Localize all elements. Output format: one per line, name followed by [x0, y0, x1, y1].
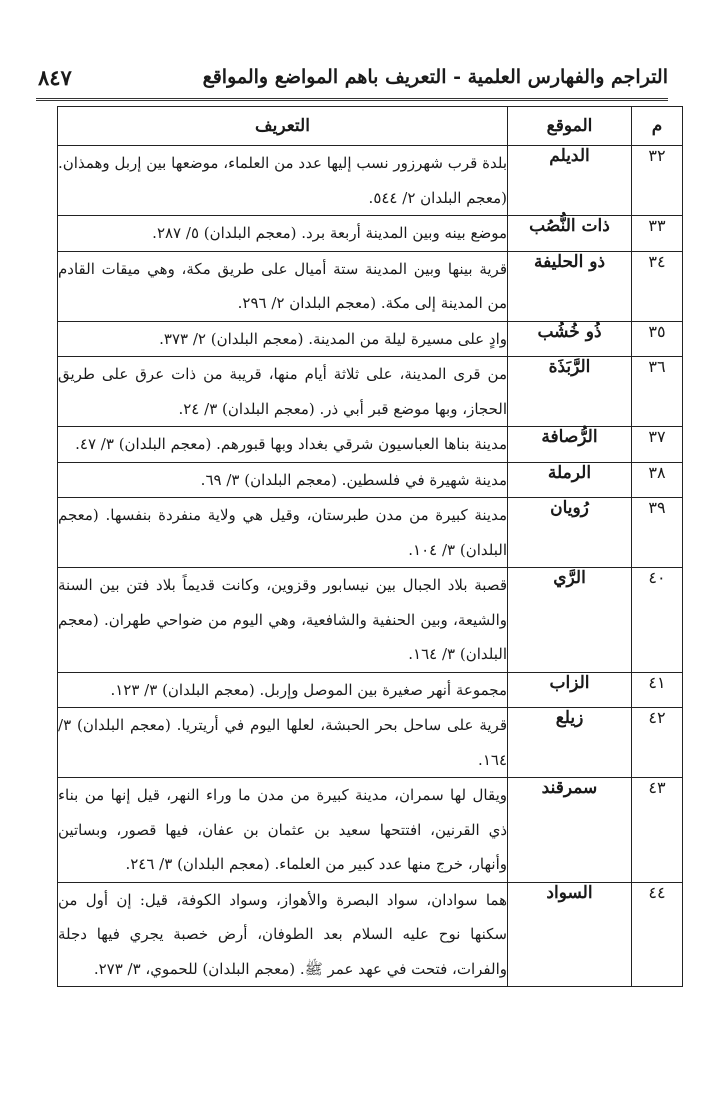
row-number: ٤٣: [632, 778, 683, 883]
place-definition: قرية على ساحل بحر الحبشة، لعلها اليوم في أريتريا. (معجم البلدان) ٣/ ١٦٤.: [58, 708, 508, 778]
row-number: ٣٨: [632, 462, 683, 498]
row-number: ٣٥: [632, 321, 683, 357]
table-header-row: [58, 107, 683, 146]
place-definition: مدينة شهيرة في فلسطين. (معجم البلدان) ٣/ ٦٩.: [58, 462, 508, 498]
place-definition: مجموعة أنهر صغيرة بين الموصل وإربل. (معجم البلدان) ٣/ ١٢٣.: [58, 672, 508, 708]
table-row: [58, 498, 683, 568]
place-definition: مدينة بناها العباسيون شرقي بغداد وبها قبورهم. (معجم البلدان) ٣/ ٤٧.: [58, 427, 508, 463]
row-number: ٣٦: [632, 357, 683, 427]
place-definition: ويقال لها سمران، مدينة كبيرة من مدن ما وراء النهر، قيل إنها من بناء ذي القرنين، افتتحها سعيد بن عثمان بن عفان، فيها قصور، وبساتين وأنهار، خرج منها عدد كبير من العلماء. (معجم البلدان) ٣/ ٢٤٦.: [58, 778, 508, 883]
column-header-place: الموقع: [508, 107, 632, 146]
place-name: الديلم: [508, 146, 632, 216]
table-row: [58, 146, 683, 216]
table-row: [58, 882, 683, 987]
row-number: ٣٩: [632, 498, 683, 568]
row-number: ٣٤: [632, 251, 683, 321]
place-definition: مدينة كبيرة من مدن طبرستان، وقيل هي ولاية منفردة بنفسها. (معجم البلدان) ٣/ ١٠٤.: [58, 498, 508, 568]
row-number: ٤٠: [632, 568, 683, 673]
row-number: ٤٤: [632, 882, 683, 987]
place-definition: هما سوادان، سواد البصرة والأهواز، وسواد الكوفة، قيل: إن أول من سكنها نوح عليه السلام بعد الطوفان، أرض خصبة يجري فيها دجلة والفرات، فتحت في عهد عمر ﷺ. (معجم البلدان) للحموي، ٣/ ٢٧٣.: [58, 882, 508, 987]
place-name: السواد: [508, 882, 632, 987]
table-row: [58, 251, 683, 321]
running-header: [38, 62, 668, 92]
place-name: زيلع: [508, 708, 632, 778]
row-number: ٤١: [632, 672, 683, 708]
place-name: سمرقند: [508, 778, 632, 883]
table-row: [58, 321, 683, 357]
place-name: رُويان: [508, 498, 632, 568]
row-number: ٣٣: [632, 216, 683, 252]
row-number: ٣٧: [632, 427, 683, 463]
table-row: [58, 216, 683, 252]
table-row: [58, 357, 683, 427]
place-definition: قصبة بلاد الجبال بين نيسابور وقزوين، وكانت قديماً بلاد فتن بين السنة والشيعة، وبين الحنفية والشافعية، وهي اليوم من ضواحي طهران. (معجم البلدان) ٣/ ١٦٤.: [58, 568, 508, 673]
place-name: الرُّصافة: [508, 427, 632, 463]
row-number: ٣٢: [632, 146, 683, 216]
place-definition: وادٍ على مسيرة ليلة من المدينة. (معجم البلدان) ٢/ ٣٧٣.: [58, 321, 508, 357]
row-number: ٤٢: [632, 708, 683, 778]
place-definition: بلدة قرب شهرزور نسب إليها عدد من العلماء، موضعها بين إربل وهمذان. (معجم البلدان ٢/ ٥٤٤.: [58, 146, 508, 216]
table-row: [58, 568, 683, 673]
column-header-number: م: [632, 107, 683, 146]
table-row: [58, 778, 683, 883]
header-rule: [36, 98, 668, 101]
page-number: ٨٤٧: [38, 64, 72, 90]
running-title: التراجم والفهارس العلمية - التعريف باهم المواضع والمواقع: [202, 66, 668, 88]
table-row: [58, 672, 683, 708]
table-row: [58, 462, 683, 498]
place-name: ذو الحليفة: [508, 251, 632, 321]
place-name: الرَّي: [508, 568, 632, 673]
place-definition: قرية بينها وبين المدينة ستة أميال على طريق مكة، وهي ميقات القادم من المدينة إلى مكة. (معجم البلدان ٢/ ٢٩٦.: [58, 251, 508, 321]
place-name: ذات النُّصُب: [508, 216, 632, 252]
places-table: [57, 106, 683, 987]
place-definition: موضع بينه وبين المدينة أربعة برد. (معجم البلدان) ٥/ ٢٨٧.: [58, 216, 508, 252]
place-name: الرملة: [508, 462, 632, 498]
place-name: الزاب: [508, 672, 632, 708]
column-header-definition: التعريف: [58, 107, 508, 146]
place-definition: من قرى المدينة، على ثلاثة أيام منها، قريبة من ذات عرق على طريق الحجاز، وبها موضع قبر أبي ذر. (معجم البلدان) ٣/ ٢٤.: [58, 357, 508, 427]
table-row: [58, 708, 683, 778]
table-row: [58, 427, 683, 463]
place-name: الرَّبَذَة: [508, 357, 632, 427]
place-name: ذُو خُشُب: [508, 321, 632, 357]
